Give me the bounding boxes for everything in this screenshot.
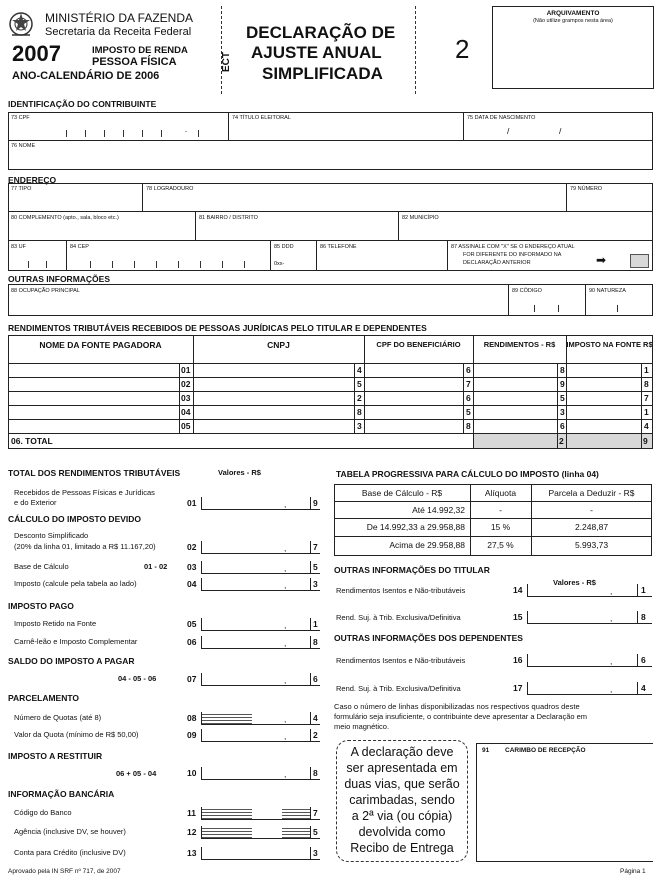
line-01-check-digit: 9 bbox=[310, 497, 320, 510]
line-11-label: Código do Banco bbox=[14, 808, 72, 817]
ocupacao-field[interactable] bbox=[10, 297, 505, 314]
line-02-value-field[interactable]: , bbox=[201, 541, 310, 554]
line-09-check-digit: 2 bbox=[310, 729, 320, 742]
imposto-dv-1: 1 bbox=[641, 363, 653, 377]
titulo-eleitoral-field[interactable] bbox=[230, 124, 460, 139]
imposto-fonte-field-5[interactable] bbox=[567, 419, 641, 433]
declaration-title-line-1: DECLARAÇÃO DE bbox=[246, 23, 396, 42]
line-12-label: Agência (inclusive DV, se houver) bbox=[14, 827, 126, 836]
fonte-pagadora-field-2[interactable] bbox=[9, 377, 179, 391]
cnpj-field-3[interactable] bbox=[194, 391, 354, 405]
cpf-dv-3: 6 bbox=[463, 391, 473, 405]
ddd-field[interactable] bbox=[288, 253, 314, 269]
callout-line-4: carimbadas, sendo bbox=[349, 793, 455, 807]
cnpj-dv-2: 5 bbox=[354, 377, 364, 391]
endereco-alterado-checkbox[interactable] bbox=[630, 254, 649, 268]
line-17-label: Rend. Suj. à Trib. Exclusiva/Definitiva bbox=[336, 684, 461, 693]
line-06-check-digit: 8 bbox=[310, 636, 320, 649]
line-12-number: 12 bbox=[187, 827, 197, 837]
col-cnpj: CNPJ bbox=[267, 340, 290, 350]
row-number-3: 03 bbox=[179, 391, 193, 405]
line-15-label: Rend. Suj. à Trib. Exclusiva/Definitiva bbox=[336, 613, 461, 622]
line-15-value-field[interactable]: , bbox=[527, 611, 637, 624]
tabela-title: TABELA PROGRESSIVA PARA CÁLCULO DO IMPOSTO (linha 04) bbox=[336, 469, 599, 479]
data-nascimento-field[interactable]: / / bbox=[507, 126, 562, 136]
imposto-fonte-field-4[interactable] bbox=[567, 405, 641, 419]
uf-field[interactable] bbox=[10, 253, 64, 269]
cnpj-field-4[interactable] bbox=[194, 405, 354, 419]
declaration-title-line-3: SIMPLIFICADA bbox=[262, 64, 383, 83]
line-13-label: Conta para Crédito (inclusive DV) bbox=[14, 848, 126, 857]
line-08-value-field[interactable]: , bbox=[201, 712, 310, 725]
rendimentos-field-3[interactable] bbox=[474, 391, 557, 405]
section-informacao-bancaria: INFORMAÇÃO BANCÁRIA bbox=[8, 789, 115, 799]
rendimentos-dv-3: 5 bbox=[557, 391, 566, 405]
line-03-number: 03 bbox=[187, 562, 197, 572]
ddd-prefix: 0xx- bbox=[274, 261, 285, 267]
line-17-check-digit: 4 bbox=[637, 682, 652, 695]
logradouro-field[interactable] bbox=[145, 195, 563, 210]
carimbo-number: 91 bbox=[482, 747, 490, 754]
cpf-beneficiario-field-2[interactable] bbox=[365, 377, 462, 391]
cnpj-dv-4: 8 bbox=[354, 405, 364, 419]
line-04-value-field[interactable]: , bbox=[201, 578, 310, 591]
section-rendimentos-pj: RENDIMENTOS TRIBUTÁVEIS RECEBIDOS DE PESSOAS JURÍDICAS PELO TITULAR E DEPENDENTES bbox=[8, 323, 427, 333]
line-10-value-field[interactable]: , bbox=[201, 767, 310, 780]
imposto-fonte-field-1[interactable] bbox=[567, 363, 641, 377]
tabela-header-base: Base de Cálculo - R$ bbox=[361, 488, 443, 498]
fonte-pagadora-field-5[interactable] bbox=[9, 419, 179, 433]
section-total-rendimentos: TOTAL DOS RENDIMENTOS TRIBUTÁVEIS bbox=[8, 468, 181, 478]
section-endereco: ENDEREÇO bbox=[8, 175, 57, 185]
cpf-beneficiario-field-4[interactable] bbox=[365, 405, 462, 419]
callout-line-1: A declaração deve bbox=[350, 745, 454, 759]
tabela-row-2-base: De 14.992,33 a 29.958,88 bbox=[366, 522, 465, 532]
line-08-number: 08 bbox=[187, 713, 197, 723]
section-calculo-imposto: CÁLCULO DO IMPOSTO DEVIDO bbox=[8, 514, 142, 524]
assinale-line-2: FOR DIFERENTE DO INFORMADO NA bbox=[463, 252, 562, 258]
line-12-value-field[interactable] bbox=[201, 826, 310, 839]
callout-line-6: devolvida como bbox=[358, 825, 446, 839]
line-17-number: 17 bbox=[513, 683, 523, 693]
label-numero: 79 NÚMERO bbox=[570, 186, 603, 192]
line-15-check-digit: 8 bbox=[637, 611, 652, 624]
line-10-formula: 06 + 05 - 04 bbox=[116, 769, 157, 778]
line-13-check-digit: 3 bbox=[310, 847, 320, 860]
line-16-label: Rendimentos Isentos e Não-tributáveis bbox=[336, 656, 466, 665]
cpf-beneficiario-field-3[interactable] bbox=[365, 391, 462, 405]
cnpj-dv-1: 4 bbox=[354, 363, 364, 377]
bairro-field[interactable] bbox=[197, 224, 396, 239]
archive-title: ARQUIVAMENTO bbox=[546, 10, 600, 17]
section-parcelamento: PARCELAMENTO bbox=[8, 693, 79, 703]
line-09-label: Valor da Quota (mínimo de R$ 50,00) bbox=[14, 730, 139, 739]
cnpj-dv-3: 2 bbox=[354, 391, 364, 405]
line-17-value-field[interactable]: , bbox=[527, 682, 637, 695]
archive-note: (Não utilize grampos nesta área) bbox=[533, 18, 613, 24]
line-08-label: Número de Quotas (até 8) bbox=[14, 713, 102, 722]
line-16-number: 16 bbox=[513, 655, 523, 665]
line-04-check-digit: 3 bbox=[310, 578, 320, 591]
tax-type-line-2: PESSOA FÍSICA bbox=[92, 56, 177, 68]
imposto-fonte-field-2[interactable] bbox=[567, 377, 641, 391]
col-fonte-pagadora: NOME DA FONTE PAGADORA bbox=[39, 340, 162, 350]
rendimentos-field-5[interactable] bbox=[474, 419, 557, 433]
arrow-right-icon: ➡ bbox=[596, 253, 607, 267]
tabela-row-3-aliquota: 27,5 % bbox=[487, 540, 514, 550]
cnpj-field-1[interactable] bbox=[194, 363, 354, 377]
imposto-dv-2: 8 bbox=[641, 377, 653, 391]
callout-line-5: a 2ª via (ou cópia) bbox=[351, 809, 453, 823]
complemento-field[interactable] bbox=[10, 224, 193, 239]
fonte-pagadora-field-1[interactable] bbox=[9, 363, 179, 377]
cpf-dv-4: 5 bbox=[463, 405, 473, 419]
line-07-formula: 04 - 05 - 06 bbox=[118, 674, 157, 683]
tabela-header-aliquota: Alíquota bbox=[484, 488, 517, 498]
cpf-field[interactable]: - bbox=[10, 124, 225, 139]
col-rendimentos: RENDIMENTOS - R$ bbox=[483, 340, 556, 349]
assinale-line-3: DECLARAÇÃO ANTERIOR bbox=[463, 260, 531, 266]
label-uf: 83 UF bbox=[11, 244, 26, 250]
label-valores-right: Valores - R$ bbox=[553, 578, 596, 587]
tax-type-line-1: IMPOSTO DE RENDA bbox=[92, 45, 188, 56]
label-cpf: 73 CPF bbox=[11, 115, 30, 121]
label-municipio: 82 MUNICÍPIO bbox=[402, 215, 439, 221]
section-outras-dependentes: OUTRAS INFORMAÇÕES DOS DEPENDENTES bbox=[334, 633, 523, 643]
carimbo-box bbox=[476, 743, 653, 862]
line-05-check-digit: 1 bbox=[310, 618, 320, 631]
municipio-field[interactable] bbox=[400, 224, 650, 239]
tabela-row-2-deduzir: 2.248,87 bbox=[574, 522, 609, 532]
ect-label: ECT bbox=[221, 52, 232, 72]
section-imposto-pago: IMPOSTO PAGO bbox=[8, 601, 74, 611]
note-line-3: meio magnético. bbox=[334, 722, 390, 731]
note-line-2: formulário seja insuficiente, o contribuinte deve apresentar a Declaração em bbox=[334, 712, 588, 721]
label-codigo: 89 CÓDIGO bbox=[512, 288, 542, 294]
assinale-line-1: 87 ASSINALE COM "X" SE O ENDEREÇO ATUAL bbox=[451, 244, 575, 250]
line-06-label: Carnê-leão e Imposto Complementar bbox=[14, 637, 138, 646]
rendimentos-dv-5: 6 bbox=[557, 419, 566, 433]
label-telefone: 86 TELEFONE bbox=[320, 244, 357, 250]
cpf-dv-5: 8 bbox=[463, 419, 473, 433]
col-cpf-beneficiario: CPF DO BENEFICIÁRIO bbox=[376, 340, 461, 349]
line-02-label-a: Desconto Simplificado bbox=[14, 531, 89, 540]
line-07-check-digit: 6 bbox=[310, 673, 320, 686]
tipo-field[interactable] bbox=[10, 195, 140, 210]
line-13-value-field[interactable] bbox=[201, 847, 310, 860]
line-01-label-a: Recebidos de Pessoas Físicas e Jurídicas bbox=[14, 488, 155, 497]
line-02-check-digit: 7 bbox=[310, 541, 320, 554]
rendimentos-dv-2: 9 bbox=[557, 377, 566, 391]
nome-field[interactable] bbox=[10, 151, 650, 169]
section-imposto-restituir: IMPOSTO A RESTITUIR bbox=[8, 751, 103, 761]
label-ddd: 85 DDD bbox=[274, 244, 294, 250]
tabela-row-3-deduzir: 5.993,73 bbox=[574, 540, 609, 550]
total-imposto-dv: 9 bbox=[643, 436, 648, 446]
fonte-pagadora-field-3[interactable] bbox=[9, 391, 179, 405]
rendimentos-field-2[interactable] bbox=[474, 377, 557, 391]
row-number-4: 04 bbox=[179, 405, 193, 419]
imposto-fonte-field-3[interactable] bbox=[567, 391, 641, 405]
label-bairro: 81 BAIRRO / DISTRITO bbox=[199, 215, 258, 221]
form-year: 2007 bbox=[12, 41, 61, 66]
line-02-number: 02 bbox=[187, 542, 197, 552]
line-04-number: 04 bbox=[187, 579, 197, 589]
line-06-value-field[interactable]: , bbox=[201, 636, 310, 649]
tabela-row-1-aliquota: - bbox=[499, 505, 502, 515]
rendimentos-field-1[interactable] bbox=[474, 363, 557, 377]
total-rendimentos-dv: 2 bbox=[559, 436, 564, 446]
tabela-row-1-base: Até 14.992,32 bbox=[412, 505, 465, 515]
line-10-check-digit: 8 bbox=[310, 767, 320, 780]
line-10-number: 10 bbox=[187, 768, 197, 778]
line-05-value-field[interactable]: , bbox=[201, 618, 310, 631]
cnpj-field-5[interactable] bbox=[194, 419, 354, 433]
line-05-label: Imposto Retido na Fonte bbox=[14, 619, 97, 628]
line-11-number: 11 bbox=[187, 808, 196, 818]
numero-field[interactable] bbox=[568, 195, 651, 210]
natureza-field[interactable] bbox=[587, 297, 651, 314]
tabela-row-3-base: Acima de 29.958,88 bbox=[389, 540, 465, 550]
ministry-name: MINISTÉRIO DA FAZENDA bbox=[45, 11, 194, 25]
imposto-dv-5: 4 bbox=[641, 419, 653, 433]
telefone-field[interactable] bbox=[318, 253, 445, 269]
line-14-number: 14 bbox=[513, 585, 523, 595]
section-outras-informacoes: OUTRAS INFORMAÇÕES bbox=[8, 274, 110, 284]
label-cep: 84 CEP bbox=[70, 244, 89, 250]
callout-line-7: Recibo de Entrega bbox=[350, 841, 454, 855]
line-14-value-field[interactable]: , bbox=[527, 584, 637, 597]
cnpj-field-2[interactable] bbox=[194, 377, 354, 391]
footer-approved: Aprovado pela IN SRF nº 717, de 2007 bbox=[8, 868, 121, 875]
label-ocupacao: 88 OCUPAÇÃO PRINCIPAL bbox=[11, 288, 80, 294]
row-number-5: 05 bbox=[179, 419, 193, 433]
line-01-value-field[interactable]: , bbox=[201, 497, 310, 510]
callout-line-2: ser apresentada em bbox=[346, 761, 458, 775]
declaration-title-line-2: AJUSTE ANUAL bbox=[251, 43, 382, 62]
line-07-value-field[interactable]: , bbox=[201, 673, 310, 686]
section-identificacao: IDENTIFICAÇÃO DO CONTRIBUINTE bbox=[8, 99, 157, 109]
row-number-2: 02 bbox=[179, 377, 193, 391]
section-outras-titular: OUTRAS INFORMAÇÕES DO TITULAR bbox=[334, 565, 490, 575]
line-12-check-digit: 5 bbox=[310, 826, 320, 839]
label-nome: 76 NOME bbox=[11, 143, 36, 149]
cnpj-dv-5: 3 bbox=[354, 419, 364, 433]
label-complemento: 80 COMPLEMENTO (apto., sala, bloco etc.) bbox=[11, 215, 119, 221]
tabela-header-deduzir: Parcela a Deduzir - R$ bbox=[548, 488, 635, 498]
rendimentos-dv-1: 8 bbox=[557, 363, 566, 377]
line-03-formula: 01 - 02 bbox=[144, 562, 168, 571]
cpf-beneficiario-field-1[interactable] bbox=[365, 363, 462, 377]
line-09-number: 09 bbox=[187, 730, 197, 740]
imposto-dv-3: 7 bbox=[641, 391, 653, 405]
tabela-row-2-aliquota: 15 % bbox=[490, 522, 511, 532]
label-tipo: 77 TIPO bbox=[11, 186, 32, 192]
line-07-number: 07 bbox=[187, 674, 197, 684]
coat-of-arms-icon bbox=[8, 10, 34, 40]
line-14-label: Rendimentos Isentos e Não-tributáveis bbox=[336, 586, 466, 595]
line-04-label: Imposto (calcule pela tabela ao lado) bbox=[14, 579, 137, 588]
section-saldo-pagar: SALDO DO IMPOSTO A PAGAR bbox=[8, 656, 135, 666]
label-data-nascimento: 75 DATA DE NASCIMENTO bbox=[467, 115, 536, 121]
line-14-check-digit: 1 bbox=[637, 584, 652, 597]
tabela-row-1-deduzir: - bbox=[590, 505, 593, 515]
line-15-number: 15 bbox=[513, 612, 523, 622]
line-09-value-field[interactable]: , bbox=[201, 729, 310, 742]
rendimentos-field-4[interactable] bbox=[474, 405, 557, 419]
label-titulo-eleitoral: 74 TÍTULO ELEITORAL bbox=[232, 115, 291, 121]
cpf-beneficiario-field-5[interactable] bbox=[365, 419, 462, 433]
line-03-value-field[interactable]: , bbox=[201, 561, 310, 574]
rendimentos-dv-4: 3 bbox=[557, 405, 566, 419]
note-line-1: Caso o número de linhas disponibilizadas nos respectivos quadros deste bbox=[334, 702, 580, 711]
line-06-number: 06 bbox=[187, 637, 197, 647]
cpf-dv-1: 6 bbox=[463, 363, 473, 377]
codigo-field[interactable] bbox=[510, 297, 583, 314]
agency-name: Secretaria da Receita Federal bbox=[45, 26, 192, 38]
row-number-1: 01 bbox=[179, 363, 193, 377]
col-imposto-fonte: IMPOSTO NA FONTE R$ bbox=[566, 340, 653, 349]
line-02-label-b: (20% da linha 01, limitado a R$ 11.167,20) bbox=[14, 542, 156, 551]
line-05-number: 05 bbox=[187, 619, 197, 629]
line-11-check-digit: 7 bbox=[310, 807, 320, 820]
line-03-check-digit: 5 bbox=[310, 561, 320, 574]
label-valores-left: Valores - R$ bbox=[218, 468, 261, 477]
line-08-check-digit: 4 bbox=[310, 712, 320, 725]
line-16-check-digit: 6 bbox=[637, 654, 652, 667]
callout-line-3: duas vias, que serão bbox=[344, 777, 460, 791]
line-16-value-field[interactable]: , bbox=[527, 654, 637, 667]
calendar-year: ANO-CALENDÁRIO DE 2006 bbox=[12, 70, 160, 82]
line-11-value-field[interactable] bbox=[201, 807, 310, 820]
line-01-number: 01 bbox=[187, 498, 197, 508]
cep-field[interactable] bbox=[68, 253, 268, 269]
carimbo-label: CARIMBO DE RECEPÇÃO bbox=[505, 747, 586, 754]
fonte-pagadora-field-4[interactable] bbox=[9, 405, 179, 419]
label-logradouro: 78 LOGRADOURO bbox=[146, 186, 194, 192]
footer-page: Página 1 bbox=[620, 868, 646, 875]
line-01-label-b: e do Exterior bbox=[14, 498, 57, 507]
cpf-dv-2: 7 bbox=[463, 377, 473, 391]
copy-number: 2 bbox=[455, 34, 470, 64]
line-03-label: Base de Cálculo bbox=[14, 562, 69, 571]
total-label: 06. TOTAL bbox=[11, 436, 53, 446]
imposto-dv-4: 1 bbox=[641, 405, 653, 419]
label-natureza: 90 NATUREZA bbox=[589, 288, 626, 294]
line-13-number: 13 bbox=[187, 848, 197, 858]
